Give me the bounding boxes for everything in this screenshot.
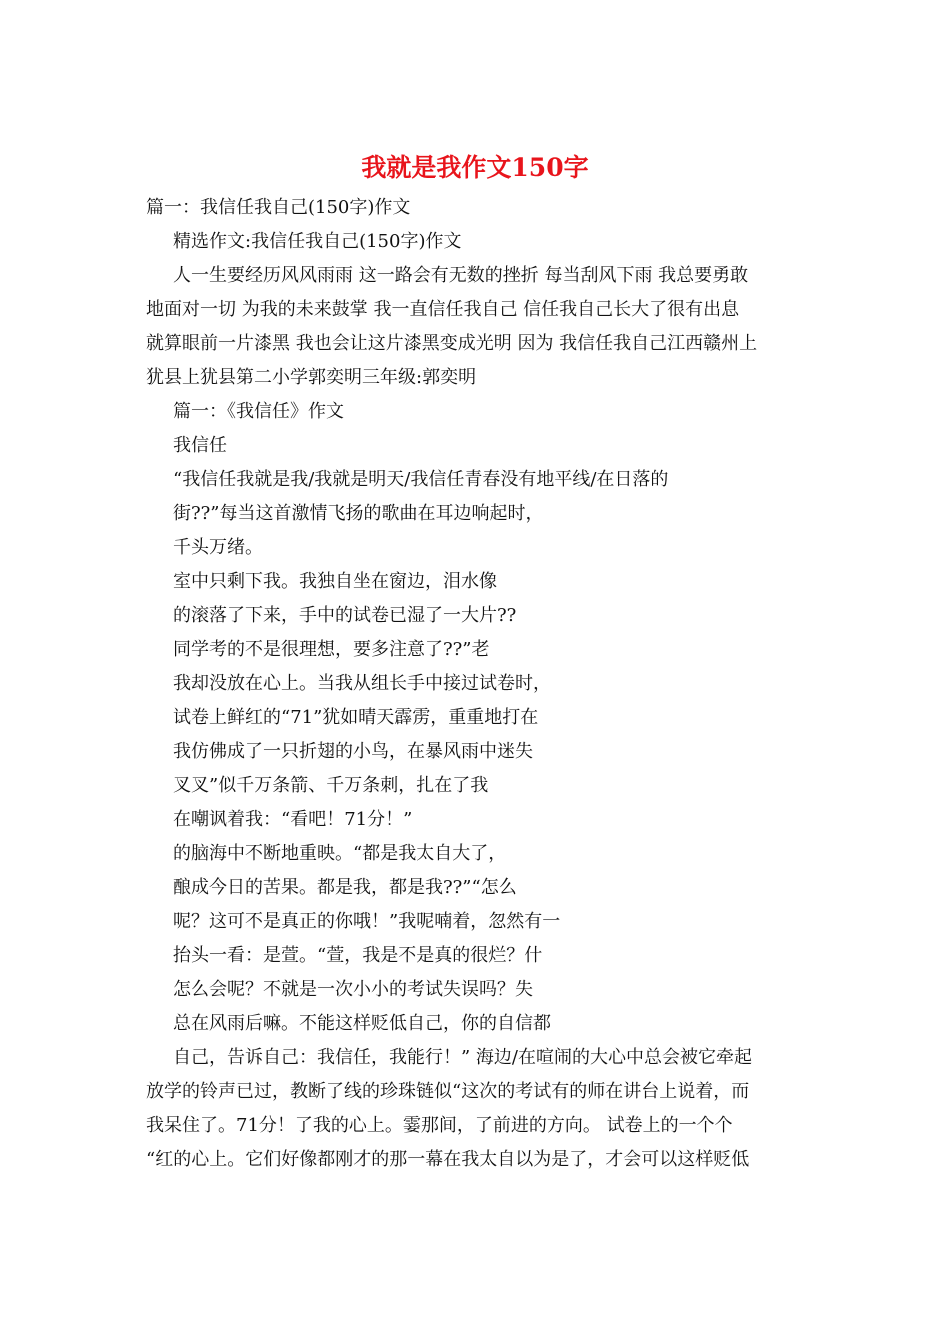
text-line: 人一生要经历风风雨雨 这一路会有无数的挫折 每当刮风下雨 我总要勇敢	[173, 265, 749, 286]
text-line: 呢？这可不是真正的你哦！”我呢喃着，忽然有一	[173, 911, 561, 932]
text-line: 怎么会呢？不就是一次小小的考试失误吗？失	[173, 979, 533, 1000]
text-line: 抬头一看：是萱。“萱，我是不是真的很烂？什	[173, 945, 543, 966]
text-line: “红的心上。它们好像都刚才的那一幕在我太自以为是了，才会可以这样贬低	[146, 1149, 750, 1170]
text-line: 篇一：我信任我自己(150字)作文	[146, 197, 411, 218]
text-line: 的脑海中不断地重映。“都是我太自大了，	[173, 843, 507, 864]
text-line: 就算眼前一片漆黑 我也会让这片漆黑变成光明 因为 我信任我自己江西赣州上	[146, 333, 758, 354]
text-line: 街??”每当这首激情飞扬的歌曲在耳边响起时，	[173, 503, 544, 524]
text-line: 犹县上犹县第二小学郭奕明三年级:郭奕明	[146, 367, 477, 388]
text-line: 我仿佛成了一只折翅的小鸟，在暴风雨中迷失	[173, 741, 533, 762]
text-line: “我信任我就是我/我就是明天/我信任青春没有地平线/在日落的	[173, 469, 669, 490]
document-title: 我就是我作文150字	[361, 153, 589, 182]
text-line: 酿成今日的苦果。都是我，都是我??”“怎么	[173, 877, 517, 898]
text-line: 自己，告诉自己：我信任，我能行！” 海边/在喧闹的大心中总会被它牵起	[173, 1047, 752, 1068]
text-line: 千头万绪。	[173, 537, 263, 558]
text-line: 的滚落了下来，手中的试卷已湿了一大片??	[173, 605, 517, 626]
text-line: 我信任	[173, 435, 227, 456]
text-line: 放学的铃声已过，教断了线的珍珠链似“这次的考试有的师在讲台上说着，而	[146, 1081, 750, 1102]
text-line: 精选作文:我信任我自己(150字)作文	[173, 231, 462, 252]
text-line: 同学考的不是很理想，要多注意了??”老	[173, 639, 490, 660]
text-line: 在嘲讽着我：“看吧！71分！”	[173, 809, 413, 830]
text-line: 叉叉”似千万条箭、千万条刺，扎在了我	[173, 775, 489, 796]
text-line: 试卷上鲜红的“71”犹如晴天霹雳，重重地打在	[173, 707, 539, 728]
text-line: 室中只剩下我。我独自坐在窗边，泪水像	[173, 571, 497, 592]
text-line: 篇一：《我信任》作文	[173, 401, 344, 422]
text-line: 总在风雨后嘛。不能这样贬低自己，你的自信都	[173, 1013, 551, 1034]
text-line: 我却没放在心上。当我从组长手中接过试卷时，	[173, 673, 551, 694]
text-line: 我呆住了。71分！了我的心上。霎那间，了前进的方向。 试卷上的一个个	[146, 1115, 733, 1136]
text-line: 地面对一切 为我的未来鼓掌 我一直信任我自己 信任我自己长大了很有出息	[146, 299, 740, 320]
